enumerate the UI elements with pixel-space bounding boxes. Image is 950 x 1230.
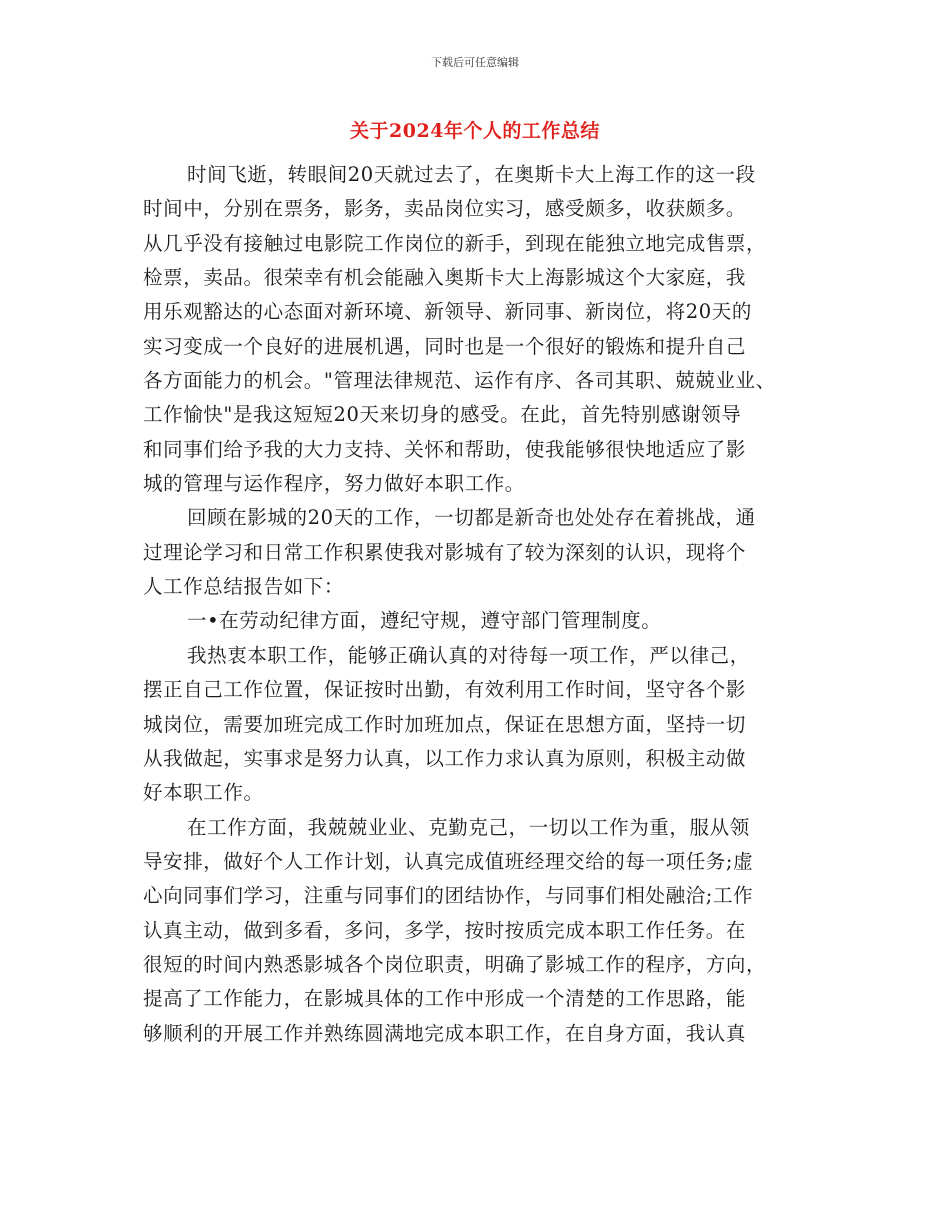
document-title: 关于2024年个人的工作总结 — [350, 120, 600, 142]
body-line: 很短的时间内熟悉影城各个岗位职责，明确了影城工作的程序，方向， — [143, 952, 767, 976]
document-body — [143, 158, 823, 1051]
body-line: 用乐观豁达的心态面对新环境、新领导、新同事、新岗位，将20天的 — [143, 300, 752, 324]
section-heading: 一•在劳动纪律方面，遵纪守规，遵守部门管理制度。 — [187, 609, 662, 633]
body-line: 城的管理与运作程序，努力做好本职工作。 — [143, 472, 525, 496]
body-line: 回顾在影城的20天的工作，一切都是新奇也处处存在着挑战，通 — [187, 506, 756, 530]
body-line: 心向同事们学习，注重与同事们的团结协作，与同事们相处融洽;工作 — [143, 884, 754, 908]
body-line: 够顺利的开展工作并熟练圆满地完成本职工作，在自身方面，我认真 — [143, 1021, 747, 1045]
body-line: 导安排，做好个人工作计划，认真完成值班经理交给的每一项任务;虚 — [143, 849, 754, 873]
body-line: 各方面能力的机会。"管理法律规范、运作有序、各司其职、兢兢业业、 — [143, 369, 776, 393]
body-line: 好本职工作。 — [143, 781, 264, 805]
body-line: 时间飞逝，转眼间20天就过去了，在奥斯卡大上海工作的这一段 — [187, 163, 756, 186]
body-line: 提高了工作能力，在影城具体的工作中形成一个清楚的工作思路，能 — [143, 987, 747, 1011]
body-line: 实习变成一个良好的进展机遇，同时也是一个很好的锻炼和提升自己 — [143, 334, 747, 358]
body-line: 摆正自己工作位置，保证按时出勤，有效利用工作时间，坚守各个影 — [143, 678, 747, 702]
body-line: 过理论学习和日常工作积累使我对影城有了较为深刻的认识，现将个 — [143, 540, 747, 564]
body-line: 在工作方面，我兢兢业业、克勤克己，一切以工作为重，服从领 — [187, 815, 750, 839]
body-line: 城岗位，需要加班完成工作时加班加点，保证在思想方面，坚持一切 — [143, 712, 747, 736]
body-line: 时间中，分别在票务，影务，卖品岗位实习，感受颇多，收获颇多。 — [143, 197, 747, 221]
header-note: 下载后可任意编辑 — [431, 56, 519, 69]
body-line: 从我做起，实事求是努力认真，以工作力求认真为原则，积极主动做 — [143, 746, 747, 770]
body-line: 从几乎没有接触过电影院工作岗位的新手，到现在能独立地完成售票， — [143, 231, 767, 255]
body-line: 和同事们给予我的大力支持、关怀和帮助，使我能够很快地适应了影 — [143, 437, 747, 461]
body-line: 认真主动，做到多看，多问，多学，按时按质完成本职工作任务。在 — [143, 918, 747, 942]
body-line: 工作愉快"是我这短短20天来切身的感受。在此，首先特别感谢领导 — [143, 403, 742, 427]
body-line: 检票，卖品。很荣幸有机会能融入奥斯卡大上海影城这个大家庭，我 — [143, 266, 747, 290]
body-line: 我热衷本职工作，能够正确认真的对待每一项工作，严以律己， — [187, 643, 750, 667]
body-line: 人工作总结报告如下： — [143, 575, 345, 599]
